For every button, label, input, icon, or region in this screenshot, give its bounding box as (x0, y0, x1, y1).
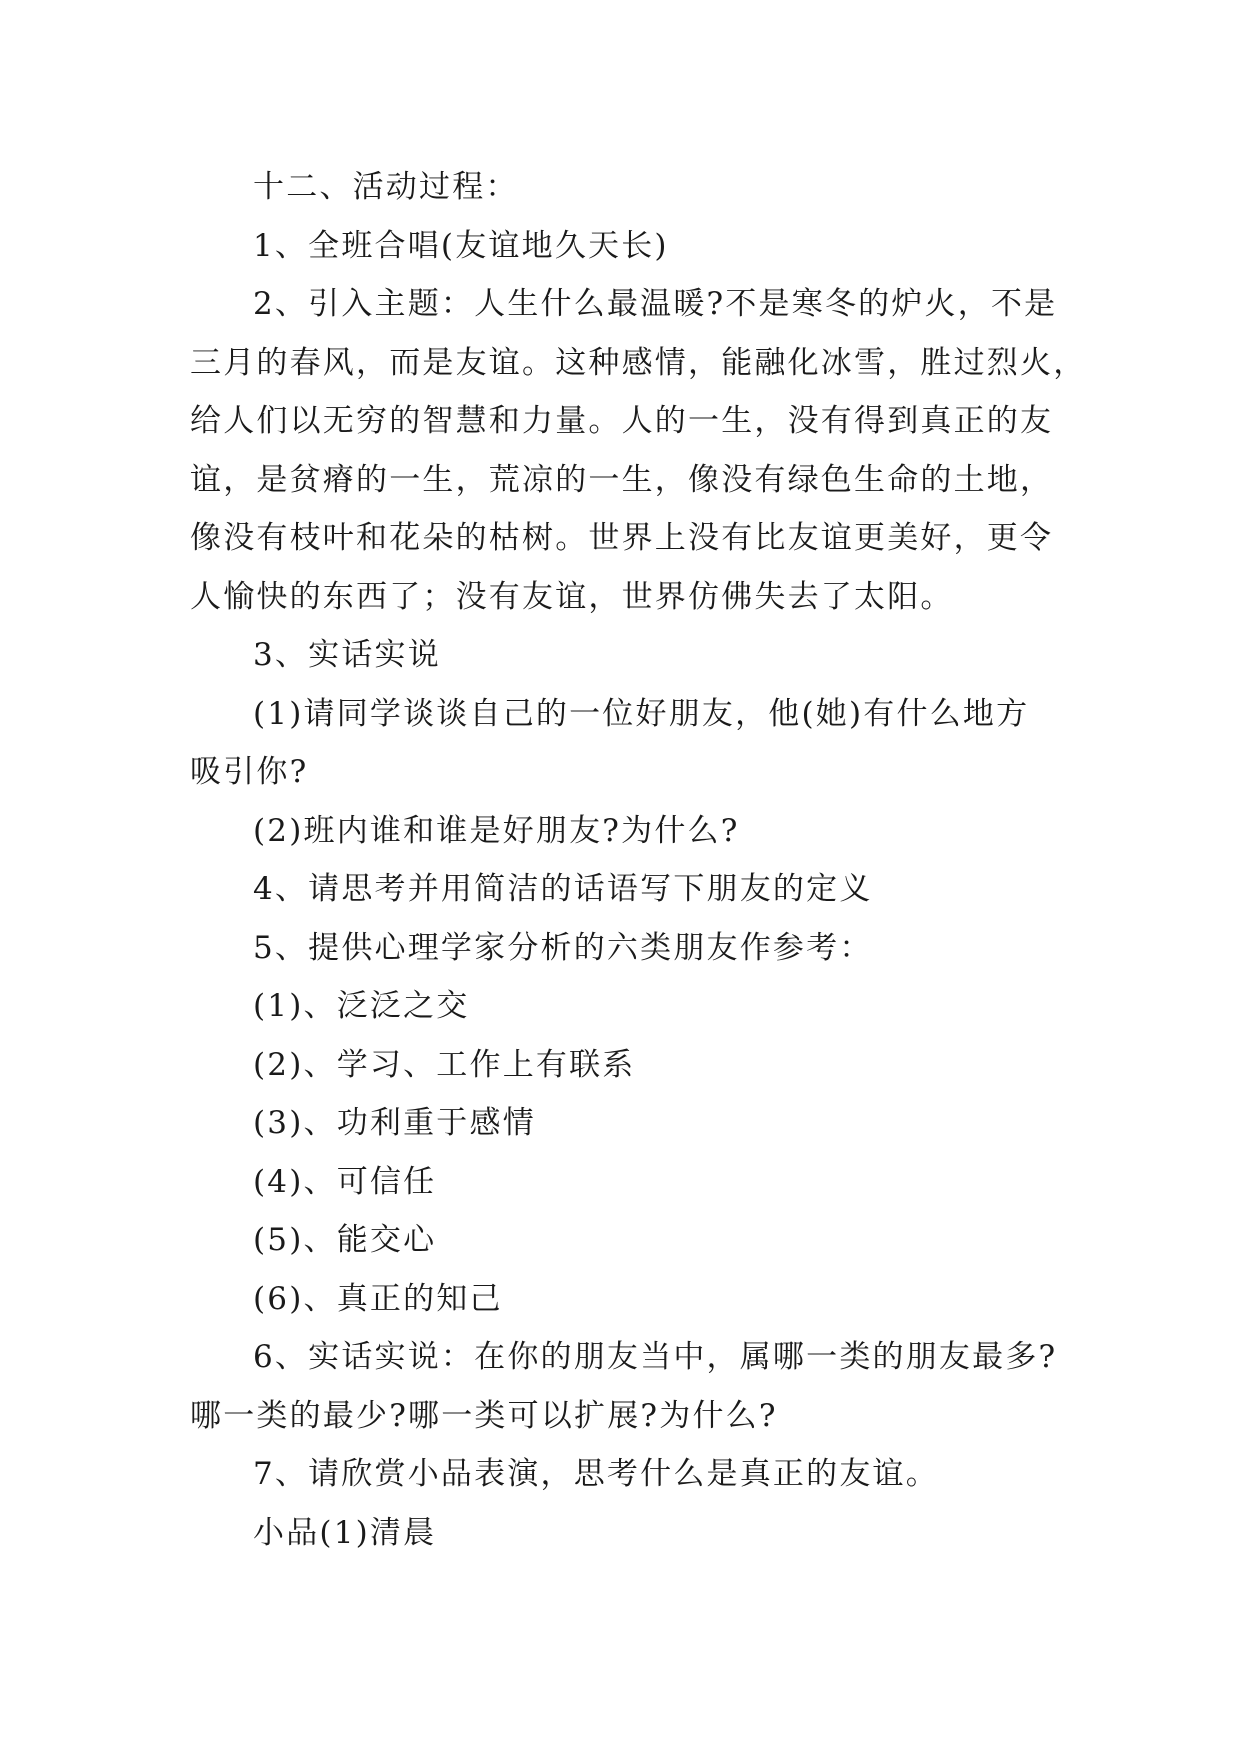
friend-type-item: (3)、功利重于感情 (253, 1105, 536, 1141)
step-6-line: 6、实话实说：在你的朋友当中，属哪一类的朋友最多? (253, 1339, 1058, 1375)
friend-type-item: (4)、可信任 (253, 1163, 437, 1200)
sketch-title-line: 小品(1)清晨 (253, 1514, 437, 1551)
step-3-line: 3、实话实说 (253, 637, 441, 673)
sub-item-line: (2)班内谁和谁是好朋友?为什么? (253, 812, 740, 849)
document-body (190, 158, 1087, 1562)
sub-item-line: (1)请同学谈谈自己的一位好朋友，他(她)有什么地方 (253, 695, 1030, 732)
friend-type-item: (1)、泛泛之交 (253, 988, 470, 1024)
paragraph-line: 人愉快的东西了；没有友谊，世界仿佛失去了太阳。 (190, 578, 954, 615)
step-1-line: 1、全班合唱(友谊地久天长) (253, 227, 669, 264)
paragraph-line: 吸引你? (190, 754, 309, 790)
friend-type-item: (5)、能交心 (253, 1222, 437, 1258)
step-4-line: 4、请思考并用简洁的话语写下朋友的定义 (253, 871, 873, 907)
paragraph-line: 哪一类的最少?哪一类可以扩展?为什么? (190, 1397, 778, 1434)
step-2-line: 2、引入主题：人生什么最温暖?不是寒冬的炉火，不是 (253, 286, 1058, 322)
step-5-line: 5、提供心理学家分析的六类朋友作参考： (253, 929, 873, 966)
section-heading-activity-process: 十二、活动过程： (253, 169, 519, 205)
paragraph-line: 给人们以无穷的智慧和力量。人的一生，没有得到真正的友 (190, 403, 1054, 439)
friend-type-item: (6)、真正的知己 (253, 1280, 503, 1317)
paragraph-line: 三月的春风，而是友谊。这种感情，能融化冰雪，胜过烈火， (190, 344, 1087, 381)
paragraph-line: 像没有枝叶和花朵的枯树。世界上没有比友谊更美好，更令 (190, 520, 1054, 556)
paragraph-line: 谊，是贫瘠的一生，荒凉的一生，像没有绿色生命的土地， (190, 461, 1054, 498)
friend-type-item: (2)、学习、工作上有联系 (253, 1046, 636, 1083)
step-7-line: 7、请欣赏小品表演，思考什么是真正的友谊。 (253, 1456, 939, 1492)
